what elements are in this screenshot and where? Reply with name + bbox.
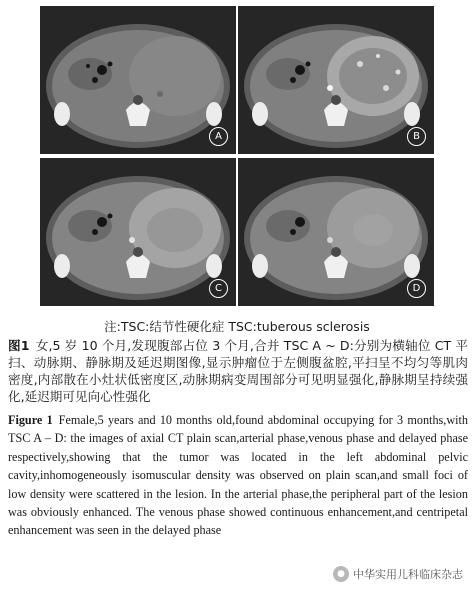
caption-english-text: Female,5 years and 10 months old,found abdominal occupying for 3 months,with TSC A – D: the images of axial CT plain scan,arterial phase,venous phase and delayed phase respectively,showing that the tumor was located in the left abdominal pelvic cavity,inhomogeneously isomuscular density was observed on plain scan,and small foci of low density were scattered in the lesion. In the arterial phase,the peripheral part of the lesion was obviously enhanced. The venous phase showed continuous enhancement,and centripetal enhancement was seen in the delayed phase xyxy=(8,413,468,538)
journal-watermark xyxy=(330,565,466,583)
ct-image-venous-phase xyxy=(40,158,236,306)
panel-label-a: A xyxy=(209,127,228,146)
caption-chinese xyxy=(8,337,468,405)
ct-panel-b xyxy=(238,6,434,154)
ct-panel-a xyxy=(40,6,236,154)
panel-label-b: B xyxy=(407,127,426,146)
ct-image-arterial-phase xyxy=(238,6,434,154)
panel-label-c: C xyxy=(209,279,228,298)
caption-english xyxy=(8,411,468,540)
caption-chinese-text: 女,5 岁 10 个月,发现腹部占位 3 个月,合并 TSC A ~ D:分别为横轴位 CT 平扫、动脉期、静脉期及延迟期图像,显示肿瘤位于左侧腹盆腔,平扫呈不均匀等肌肉密度,内部散在小灶状低密度区,动脉期病变周围部分可见明显强化,静脉期呈持续强化,延迟期可见向心性强化 xyxy=(8,338,469,404)
ct-panel-c xyxy=(40,158,236,306)
watermark-text: 中华实用儿科临床杂志 xyxy=(353,568,463,581)
ct-panel-d xyxy=(238,158,434,306)
caption-english-figure-number: Figure 1 xyxy=(8,413,53,427)
ct-image-delayed-phase xyxy=(238,158,434,306)
figure-note: 注:TSC:结节性硬化症 TSC:tuberous sclerosis xyxy=(104,319,370,334)
ct-image-plain-scan xyxy=(40,6,236,154)
panel-label-d: D xyxy=(407,279,426,298)
wechat-icon: ● xyxy=(333,566,349,582)
caption-chinese-figure-number: 图1 xyxy=(8,338,30,353)
